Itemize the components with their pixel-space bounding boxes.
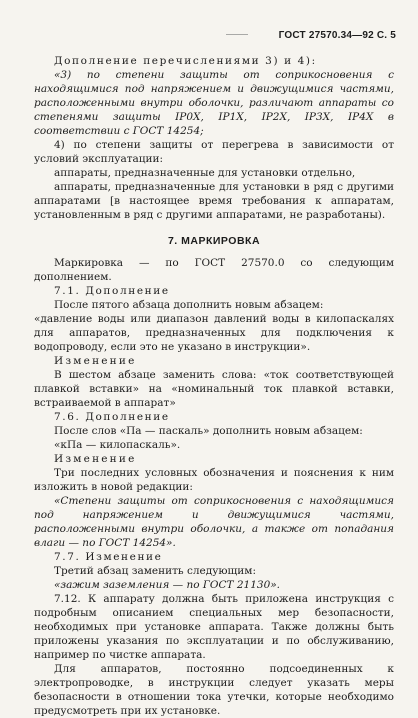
paragraph: Три последних условных обозначения и пояснения к ним изложить в новой редакции: <box>34 467 394 493</box>
paragraph: «давление воды или диапазон давлений воды в килопаскалях для аппаратов, предназначенных для подключения к водопроводу, если это не указано в инструкции». <box>34 313 394 353</box>
subsection-label: Изменение <box>54 355 137 367</box>
paragraph: После слов «Па — паскаль» дополнить новым абзацем: <box>54 425 363 437</box>
paragraph: В шестом абзаце заменить слова: «ток соответствующей плавкой вставки» на «номинальный ток плавкой вставки, встраиваемой в аппарат» <box>34 369 394 409</box>
paragraph: аппараты, предназначенные для установки отдельно, <box>54 167 356 179</box>
paragraph: Для аппаратов, постоянно подсоединенных к электропроводке, в инструкции следует указать меры безопасности в отношении тока утечки, которые необходимо предусмотреть при их установке. <box>34 663 394 717</box>
subsection-label: 7.1. Дополнение <box>54 285 170 297</box>
paragraph: «кПа — килопаскаль». <box>54 439 181 451</box>
paragraph: Третий абзац заменить следующим: <box>54 565 256 577</box>
paragraph: 7.12. К аппарату должна быть приложена инструкция с подробным описанием специальных мер безопасности, необходимых при установке аппарата. Также должны быть приложены указания по эксплуатации и по обслуживанию, например по чистке аппарата. <box>34 593 394 661</box>
paragraph: После пятого абзаца дополнить новым абзацем: <box>54 299 324 311</box>
document-body <box>34 54 394 718</box>
section-heading: 7. МАРКИРОВКА <box>167 235 261 247</box>
paragraph: 4) по степени защиты от перегрева в зависимости от условий эксплуатации: <box>34 139 394 165</box>
stamp-mark <box>226 34 248 41</box>
paragraph: «Степени защиты от соприкосновения с находящимися под напряжением и движущимися частями, расположенными внутри оболочки, а также от попадания влаги — по ГОСТ 14254». <box>34 495 394 549</box>
subsection-label: 7.6. Дополнение <box>54 411 170 423</box>
paragraph: аппараты, предназначенные для установки в ряд с другими аппаратами [в настоящее время требования к аппаратам, установленным в ряд с другими аппаратами, не разработаны). <box>34 181 394 221</box>
paragraph: Маркировка — по ГОСТ 27570.0 со следующим дополнением. <box>34 257 394 283</box>
page-header: ГОСТ 27570.34—92 С. 5 <box>278 30 396 41</box>
paragraph: Дополнение перечислениями 3) и 4): <box>54 55 317 67</box>
paragraph: «зажим заземления — по ГОСТ 21130». <box>54 579 281 591</box>
subsection-label: 7.7. Изменение <box>54 551 163 563</box>
subsection-label: Изменение <box>54 453 137 465</box>
paragraph: «3) по степени защиты от соприкосновения с находящимися под напряжением и движущимися частями, расположенными внутри оболочки, различают аппараты со степенями защиты IP0X, IP1X, IP2X, IP3X, IP4X в соответствии с ГОСТ 14254; <box>34 69 394 137</box>
